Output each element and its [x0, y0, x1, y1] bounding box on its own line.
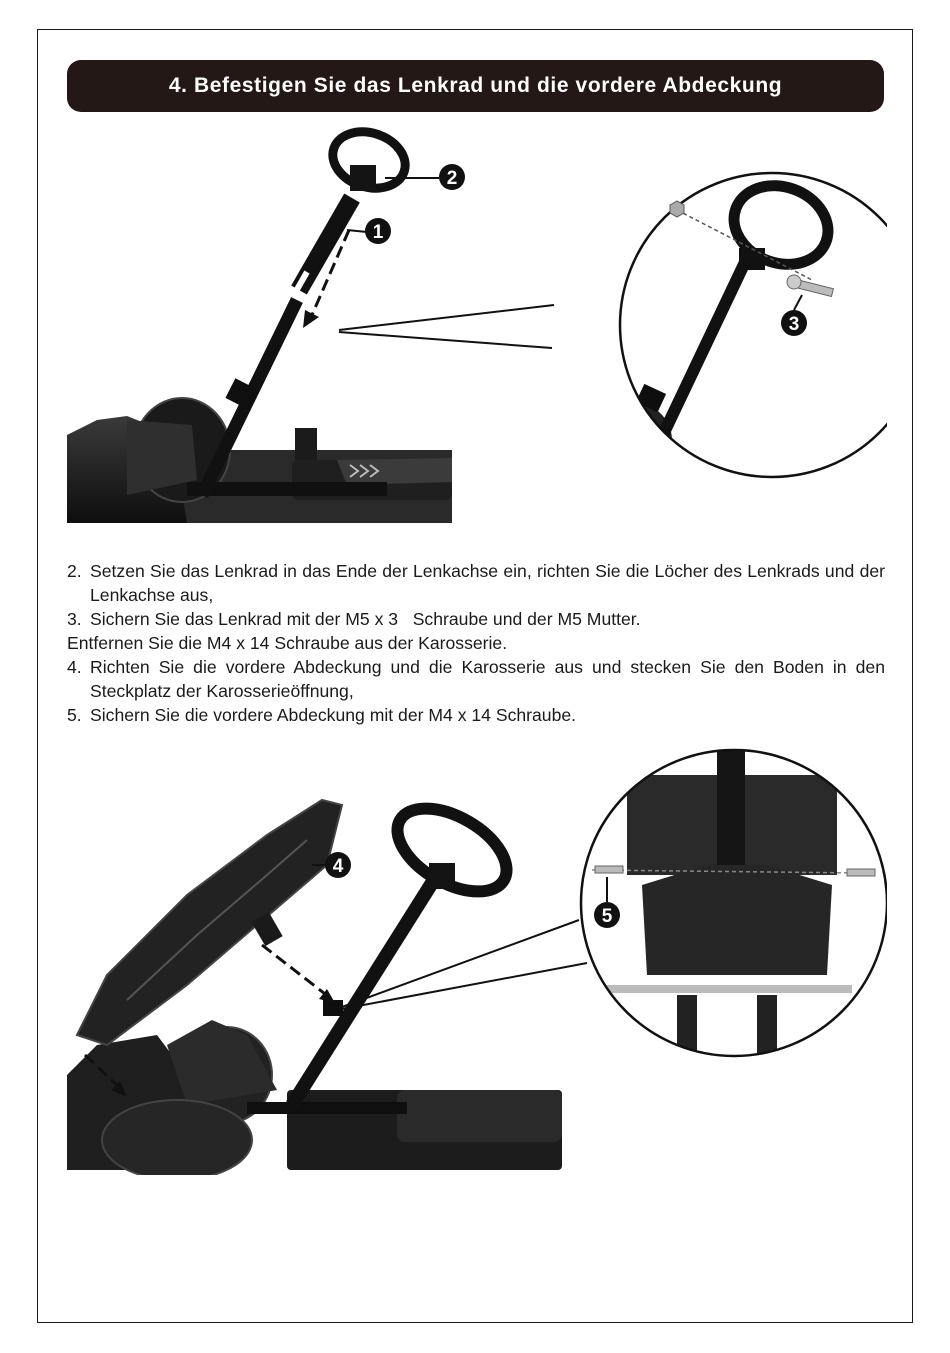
- steering-wheel-assembly-illustration: [67, 120, 887, 530]
- instructions-block: [67, 559, 885, 727]
- zoom-leader-top: [339, 305, 554, 330]
- callout-1-label: 1: [372, 222, 384, 243]
- section-title: 4. Befestigen Sie das Lenkrad und die vordere Abdeckung: [168, 74, 783, 97]
- front-cover: [77, 800, 342, 1045]
- instruction-step-4: [67, 655, 885, 703]
- instruction-step-5: [67, 703, 885, 727]
- zoom-leader-bottom: [339, 332, 552, 348]
- steering-wheel-top: [325, 123, 412, 197]
- guide-line-upper: [262, 945, 329, 997]
- instruction-step-2: [67, 559, 885, 607]
- step-number: 2.: [67, 561, 82, 581]
- step-number: 5.: [67, 705, 82, 725]
- callout-5-label: 5: [601, 906, 613, 927]
- kart-body-bottom: [67, 1020, 562, 1175]
- m4-screw-right-icon: [847, 869, 875, 876]
- step-number: 4.: [67, 657, 82, 677]
- m5-nut-icon: [670, 201, 684, 217]
- insert-arrow-head: [303, 310, 319, 328]
- zoom-detail-wheel-bolt: [582, 173, 887, 500]
- section-title-bar: [67, 60, 884, 112]
- step-text: Sichern Sie die vordere Abdeckung mit der M4 x 14 Schraube.: [90, 705, 577, 725]
- callout-2-label: 2: [446, 168, 458, 189]
- steering-column-upper: [295, 198, 352, 293]
- step-text: Sichern Sie das Lenkrad mit der M5 x 3 Schraube und der M5 Mutter.: [90, 609, 641, 629]
- instruction-remove-screw: Entfernen Sie die M4 x 14 Schraube aus der Karosserie.: [67, 633, 508, 653]
- callout-4-label: 4: [332, 856, 344, 877]
- front-cover-assembly-illustration: [67, 745, 887, 1175]
- step-text: Richten Sie die vordere Abdeckung und die Karosserie aus und stecken Sie den Boden in den Steckplatz der Karosserieöffnung,: [90, 657, 885, 701]
- callout-3-label: 3: [788, 314, 800, 335]
- step-text: Setzen Sie das Lenkrad in das Ende der Lenkachse ein, richten Sie die Löcher des Lenkrads und der Lenkachse aus,: [90, 561, 885, 605]
- m4-screw-left-icon: [595, 866, 623, 873]
- step-number: 3.: [67, 609, 82, 629]
- zoom-detail-cover-screw: [581, 745, 887, 1056]
- instruction-step-3: [67, 607, 885, 631]
- callout-1: [347, 218, 391, 244]
- kart-body-top: [67, 398, 452, 523]
